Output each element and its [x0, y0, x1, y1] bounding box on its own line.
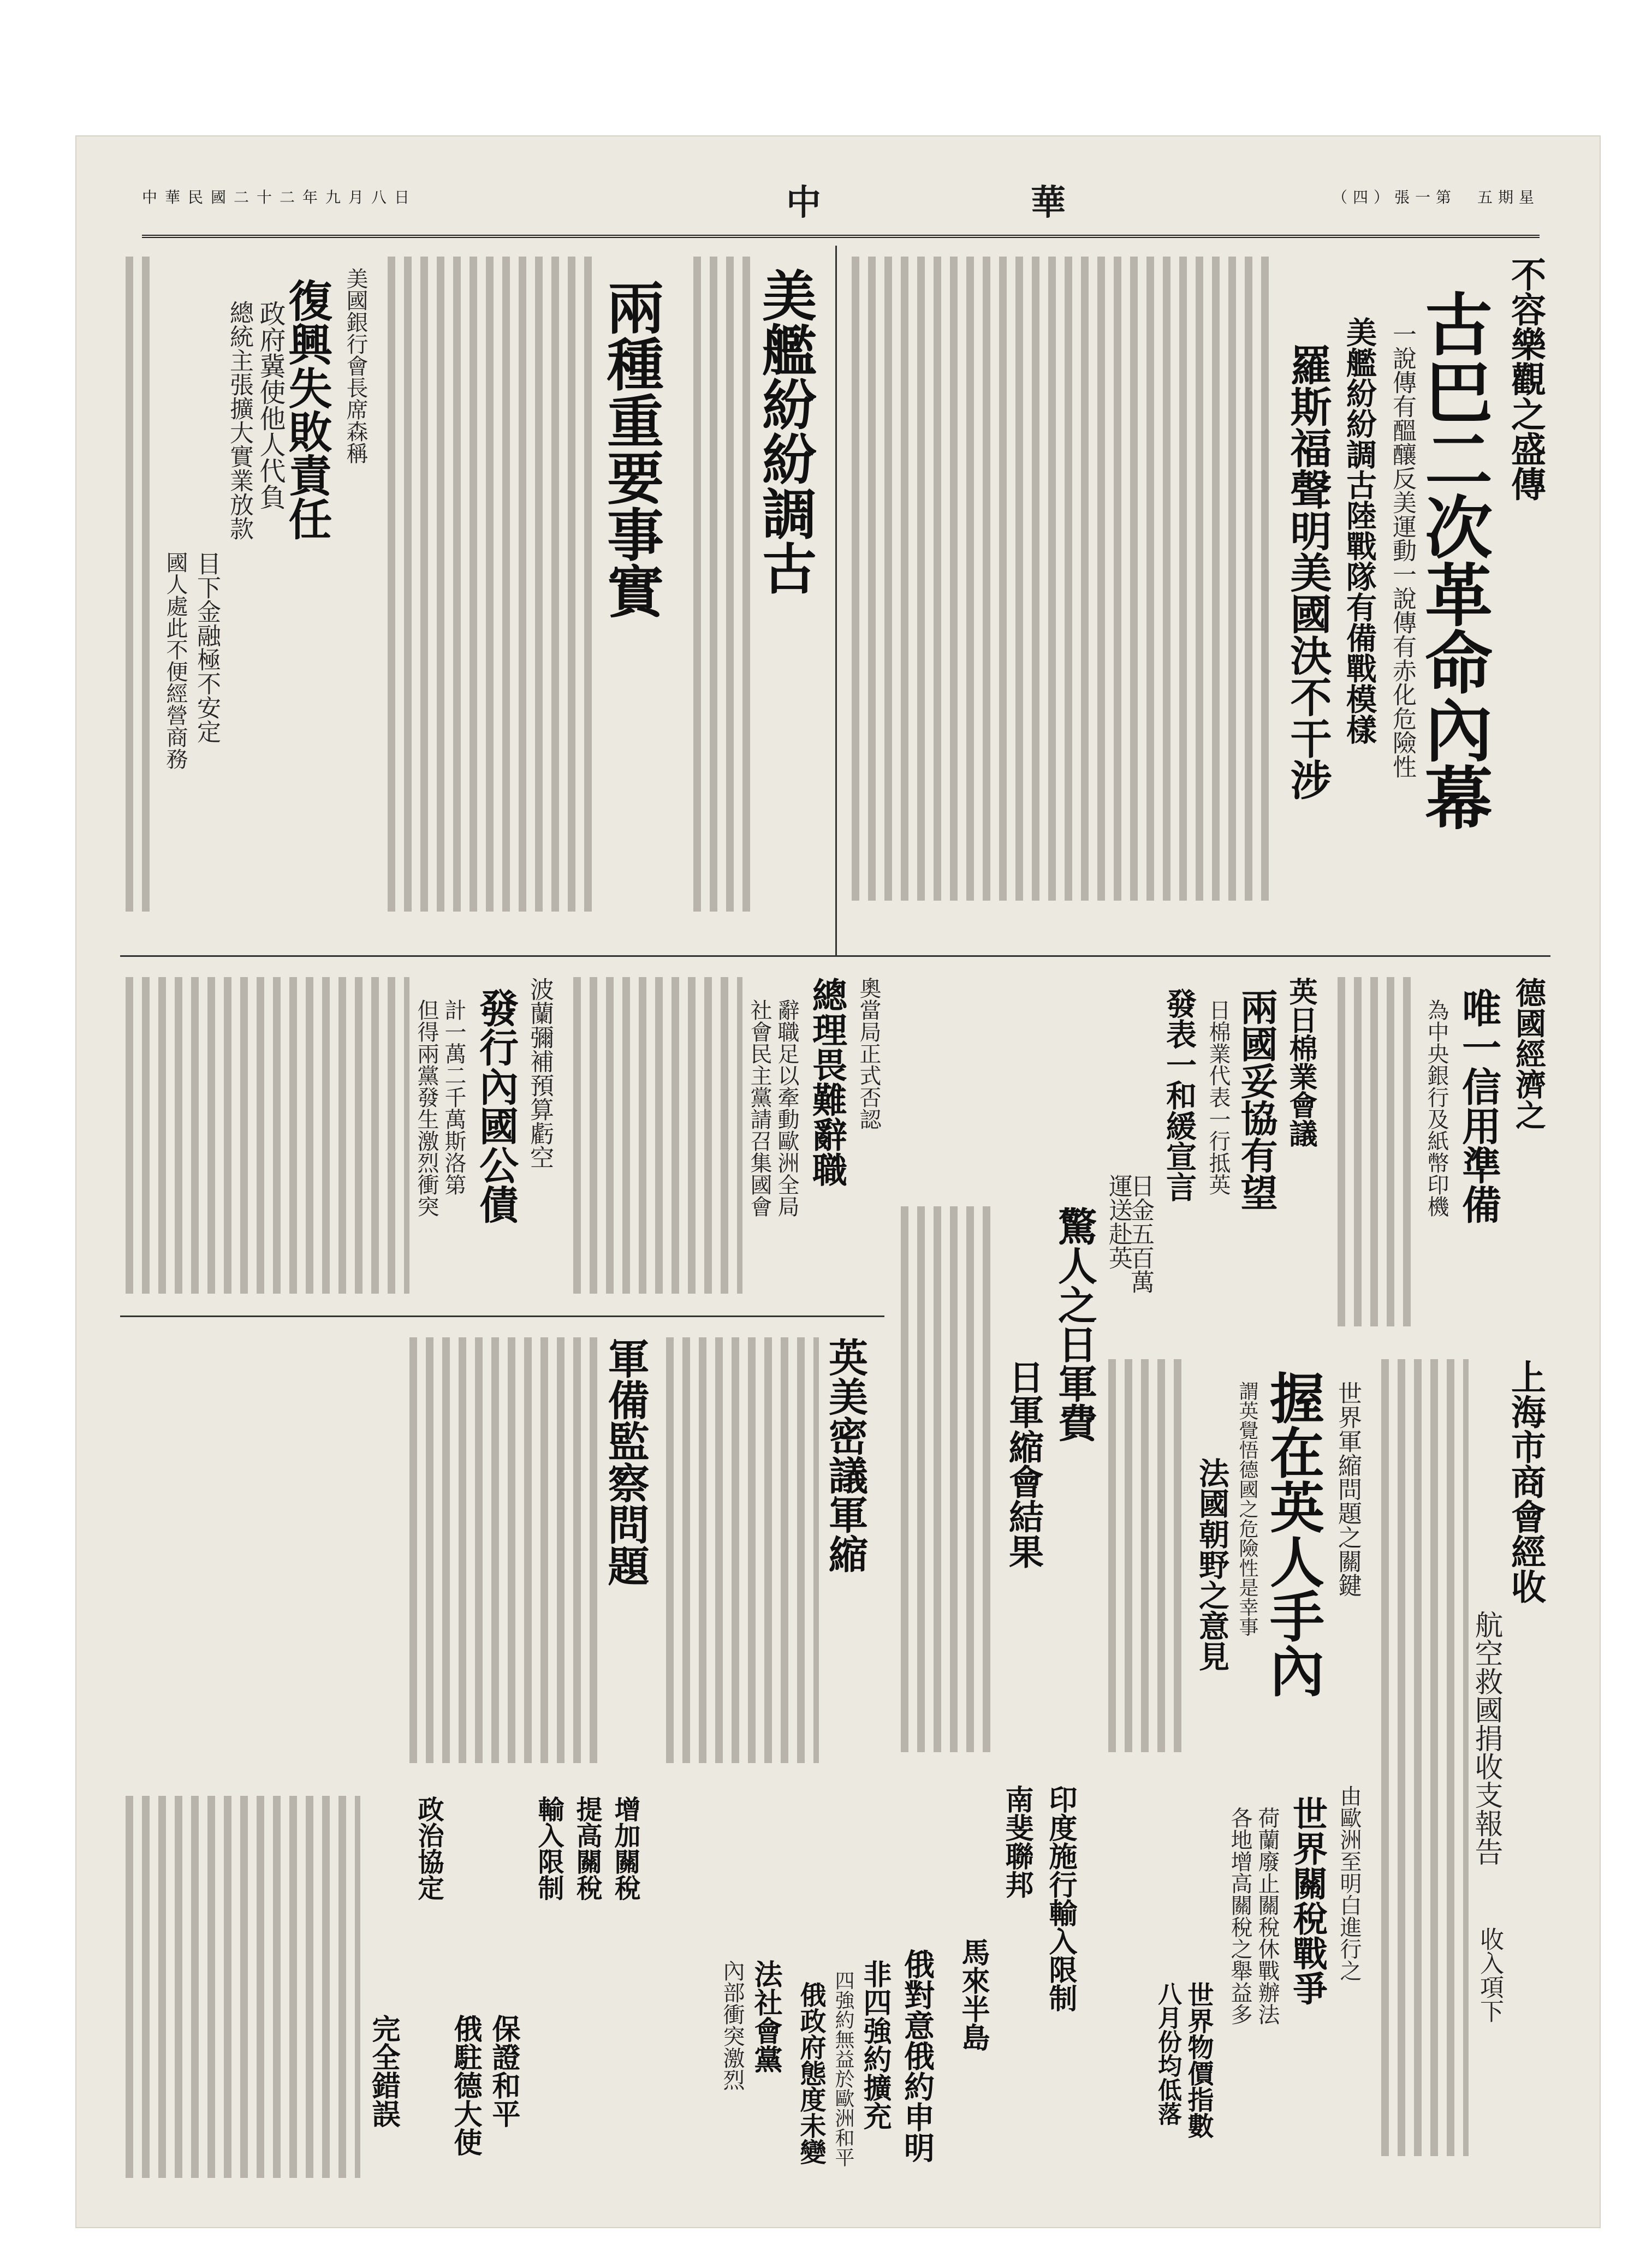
prices-sub: 八月份均低落 [1154, 1981, 1181, 2126]
poland-title: 波蘭彌補預算虧空 [526, 977, 554, 1169]
tariff-article [1103, 1774, 1365, 2189]
cotton-sub: 兩國妥協有望 [1234, 988, 1278, 1211]
tariff-kicker: 由歐洲至明白進行之 [1336, 1785, 1362, 1981]
budget-sub: 日軍縮會結果 [1003, 1359, 1044, 1569]
tariff-sub: 荷蘭廢止關稅休戰辦法 [1255, 1807, 1280, 2025]
cotton-detail-sub3: 運送赴英 [1104, 1174, 1132, 1270]
peace-sub2: 政治協定 [413, 1796, 444, 1901]
warships-title: 美艦紛紛調古 [753, 267, 817, 595]
budget-title: 驚人之日軍費 [1051, 1206, 1098, 1442]
budget-body [901, 1206, 994, 1752]
germany-body [1338, 977, 1419, 1326]
germany-title: 德國經濟之 [1511, 977, 1547, 1130]
cotton-sub2: 日棉業代表一行抵英 [1205, 999, 1231, 1195]
us-bank-article [120, 246, 371, 944]
lead-sub2: 美艦紛紛調古陸戰隊有備戰模樣 [1341, 317, 1377, 745]
shanghai-sub: 航空救國捐收支報告 [1470, 1610, 1502, 1866]
us-bank-kicker: 美國銀行會長席森稱 [343, 267, 368, 464]
poland-body [126, 977, 409, 1294]
finance-sub1: 總統主張擴大實業放款 [225, 300, 253, 540]
tariff-sub2: 各地增高關稅之舉益多 [1227, 1807, 1252, 2025]
lead-body [852, 257, 1277, 901]
uk-us-title: 英美密議軍縮 [822, 1337, 869, 1573]
us-bank-body [126, 257, 158, 912]
tariff-title: 世界關稅戰爭 [1287, 1796, 1328, 2005]
cotton-detail-sub2: 日金五百萬 [1126, 1174, 1154, 1294]
uk-us-article [404, 1326, 884, 1774]
france-sub: 內部衝突激烈 [720, 1960, 745, 2091]
us-bank-title: 復興失敗責任 [281, 278, 332, 540]
resign-kicker: 奧當局正式否認 [856, 977, 881, 1130]
disarm-world-title: 世界軍縮問題之關鍵 [1334, 1381, 1362, 1597]
shanghai-title: 上海市商會經收 [1505, 1359, 1546, 1604]
lead-title: 古巴二次革命內幕 [1413, 289, 1493, 831]
lead-sub1: 一說傳有醞釀反美運動一說傳有赤化危險性 [1388, 322, 1416, 778]
newspaper-page [76, 136, 1600, 2227]
uk-us-body [666, 1337, 819, 1763]
germany-article [1332, 966, 1550, 1337]
resign-title: 總理畏難辭職 [806, 977, 847, 1187]
issue-date: 中華民國二十二年九月八日 [142, 188, 418, 206]
russia-sub3: 俄政府態度未變 [795, 1981, 826, 2165]
india-article [655, 1774, 1092, 2189]
shanghai-article [1376, 1348, 1550, 2178]
france-title: 法社會黨 [749, 1960, 782, 2073]
warships-body [693, 257, 753, 912]
india-sub: 南斐聯邦 [1000, 1785, 1033, 1898]
prices-title: 世界物價指數 [1183, 1981, 1214, 2139]
warships-article [688, 246, 830, 944]
disarm-world-sub2: 法國朝野之意見 [1194, 1457, 1230, 1671]
russia-title: 俄對意俄約申明 [899, 1949, 935, 2163]
finance-sub2: 目下金融極不安定 [193, 551, 221, 743]
resign-article [568, 966, 884, 1305]
newspaper-name: 中 華 [786, 182, 1153, 223]
lead-sub3: 羅斯福聲明美國決不干涉 [1284, 344, 1332, 800]
misc-body [126, 1796, 360, 2178]
tariff-note-sub1: 增加關稅 [610, 1796, 640, 1901]
us-bank-sub: 政府冀使他人代負 [255, 300, 286, 510]
lead-kicker: 不容樂觀之盛傳 [1505, 257, 1546, 501]
uk-us-body-2 [409, 1337, 601, 1763]
cotton-detail-sub1: 發表一和緩宣言 [1161, 988, 1197, 1202]
germany-title2: 唯一信用準備 [1455, 988, 1502, 1224]
peace-sub: 俄駐德大使 [449, 2014, 482, 2156]
resign-sub2: 社會民主黨請召集國會 [747, 999, 772, 1217]
shanghai-sub2: 收入項下 [1476, 1927, 1504, 2023]
page-info: （四）張一第 五期星 [1332, 188, 1540, 206]
poland-sub2: 計一萬二千萬斯洛第 [441, 999, 466, 1195]
masthead [142, 175, 1540, 238]
lead-article [841, 246, 1550, 944]
column-rule [835, 246, 837, 955]
disarm-world-article [1103, 1348, 1365, 1763]
tariff-notes [120, 1785, 644, 2189]
cotton-title: 英日棉業會議 [1284, 977, 1317, 1147]
russia-sub2: 四強約無益於歐洲和平 [832, 1971, 854, 2167]
finance-sub3: 國人處此不便經營商務 [163, 551, 188, 770]
shanghai-body [1381, 1359, 1469, 2156]
tariff-note-sub2: 提高關稅 [572, 1796, 602, 1901]
section-rule-2 [120, 1315, 884, 1317]
section-rule [120, 955, 1550, 957]
disarm-world-body [1108, 1359, 1190, 1752]
malay-title: 馬來半島 [956, 1938, 990, 2051]
facts-title: 兩種重要事實 [597, 278, 664, 619]
error-title: 完全錯誤 [367, 2014, 400, 2128]
tariff-note-sub3: 輸入限制 [533, 1796, 564, 1901]
india-title: 印度施行輸入限制 [1044, 1785, 1077, 2012]
poland-sub: 發行內國公債 [473, 988, 519, 1224]
disarm-world-main: 握在英人手內 [1261, 1370, 1325, 1698]
uk-us-sub: 軍備監察問題 [601, 1337, 650, 1586]
budget-article [895, 1195, 1103, 1763]
germany-sub: 為中央銀行及紙幣印機 [1424, 999, 1449, 1217]
poland-article [120, 966, 557, 1305]
disarm-world-sub: 謂英覺悟德國之危險性是幸事 [1236, 1381, 1258, 1636]
peace-title: 保證和平 [487, 2014, 520, 2128]
russia-sub: 非四強約擴充 [858, 1960, 892, 2130]
resign-body [573, 977, 742, 1294]
facts-article [382, 246, 677, 944]
poland-sub3: 但得兩黨發生激烈衝突 [414, 999, 439, 1217]
facts-body [388, 257, 595, 912]
resign-sub1: 辭職足以牽動歐洲全局 [774, 999, 799, 1217]
